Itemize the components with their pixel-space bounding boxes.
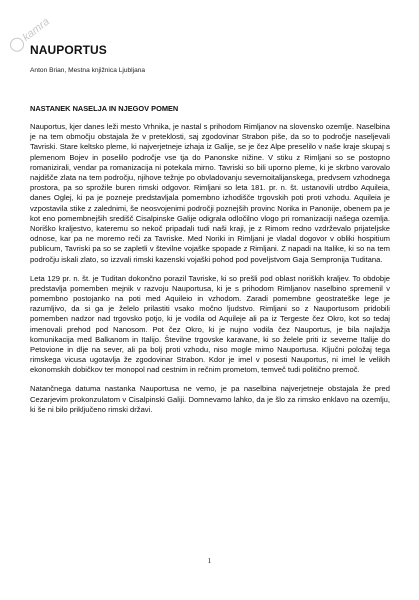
page-number: 1	[207, 557, 212, 565]
document-title: NAUPORTUS	[30, 43, 107, 57]
document-body	[30, 122, 390, 424]
body-paragraph-1: Nauportus, kjer danes leži mesto Vrhnika, je nastal s prihodom Rimljanov na slovensko ozemlje. Naselbina je na tem območju obstajala že v preteklosti, saj zgodovinar Strabon piše, da so to področje naseljevali Tavriski. Stare keltsko pleme, ki najverjetneje izhaja iz Galije, se je čez Alpe preselilo v naše kraje skupaj s plemenom Bojev in poselilo področje vse tja do Panonske nižine. V stiku z Rimljani so se postopno romanizirali, vendar pa romanizacija ni potekala mirno. Tavriski so bili uporno pleme, ki je skrbno varovalo najdišče zlata na tem področju, njihove težnje po obvladovanju severnoitalijanskega, predvsem vzhodnega prostora, pa so sprožile buren rimski odgovor. Rimljani so leta 181. pr. n. št. ustanovili utrdbo Aquileia, danes Oglej, ki pa je pozneje predstavljala pomembno izhodišče trgovskih poti proti vzhodu. Aquileia je vzpostavila stike z zalednimi, še neosvojenimi področji poznejših provinc Norika in Panonije, obenem pa je kot eno pomembnejših središč Cisalpinske Galije odigrala odločilno vlogo pri romanizaciji našega ozemlja. Noriško kraljestvo, kateremu so nekoč pripadali tudi naši kraji, je z Rimom redno vzdrževalo prijateljske odnose, kar pa ne moremo reči za Tavriske. Med Noriki in Rimljani je vladal dogovor v obliki hospitium publicum, Tavriski pa so se zapletli v številne vojaške spopade z Rimljani. Z napadi na Italike, ki so na tem področju iskali zlato, so izzvali rimski kazenski vojaški pohod pod poveljstvom Gaja Sempronija Tuditana.	[30, 122, 390, 264]
watermark-text: kamra	[20, 15, 52, 44]
body-paragraph-3: Natančnega datuma nastanka Nauportusa ne vemo, je pa naselbina najverjetneje obstajala že pred Cezarjevim prokonzulatom v Cisalpinski Galiji. Domnevamo lahko, da je šlo za rimsko enklavo na ozemlju, ki še ni bilo priključeno rimski državi.	[30, 384, 390, 414]
document-author: Anton Brian, Mestna knjižnica Ljubljana	[30, 67, 146, 74]
body-paragraph-2: Leta 129 pr. n. št. je Tuditan dokončno porazil Tavriske, ki so prešli pod oblast noriških kraljev. To obdobje predstavlja pomemben mejnik v razvoju Nauportusa, ki je s prihodom Rimljanov naselbino spremenil v pomembno postojanko na poti med Aquileio in vzhodom. Zaradi pomembne geostrateške lege je razumljivo, da si ga je želelo prilastiti vsako močno ljudstvo. Rimljani so z Nauportusom pridobili pomemben nadzor nad trgovsko potjo, ki je vodila od Aquileje ali pa iz Tergeste čez Okro, kot so tedaj imenovali prehod pod Nanosom. Pot čez Okro, ki je nujno vodila čez Nauportus, je bila najlažja komunikacija med Balkanom in Italijo. Številne trgovske karavane, ki so želele priti iz severne Italije do Petovione in dlje na sever, ali pa bolj proti vzhodu, niso mogle mimo Nauportusa. Ključni položaj tega rimskega vicusa ugotavlja že zgodovinar Strabon. Kdor je imel v posesti Nauportus, ni imel le velikih ekonomskih dobičkov ter monopol nad cestnim in rečnim prometom, temveč tudi politično premoč.	[30, 273, 390, 375]
section-heading: NASTANEK NASELJA IN NJEGOV POMEN	[30, 104, 179, 113]
